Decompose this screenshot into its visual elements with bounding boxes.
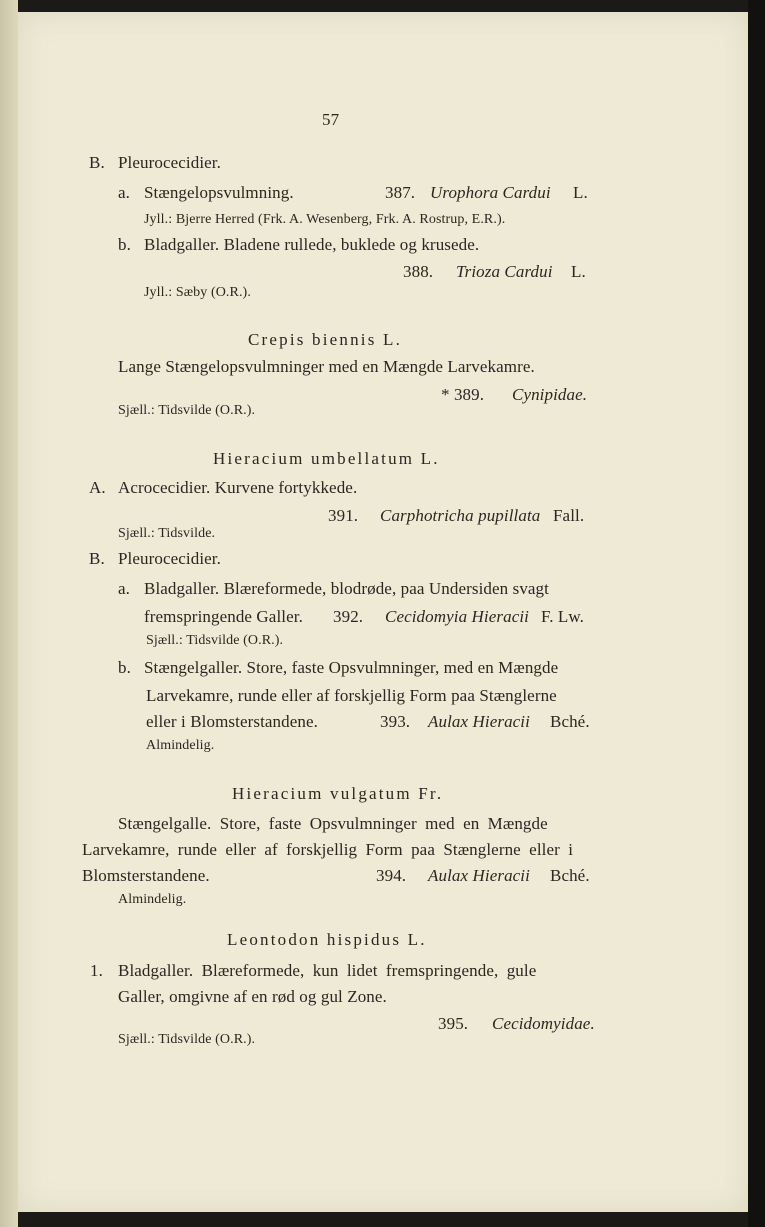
scan-border [748,0,765,1227]
section-letter: A. [89,478,106,497]
plant-title: Crepis biennis L. [248,330,403,349]
species-name: Trioza Cardui [456,262,553,281]
species-name: Carphotricha pupillata [380,506,541,525]
gall-description: Acrocecidier. Kurvene fortykkede. [118,478,358,497]
species-number: 391. [328,506,359,525]
species-number: 387. [385,183,416,202]
plant-title: Hieracium vulgatum Fr. [232,784,444,803]
species-number: 388. [403,262,434,281]
gall-description: Stængelgalle. Store, faste Opsvulmninger med en Mængde [118,814,548,833]
species-author: Fall. [553,506,585,525]
gall-description: Blomsterstandene. [82,866,210,885]
gall-description: Larvekamre, runde eller af forskjellig Form paa Stænglerne eller i [82,840,574,859]
item-number: 1. [90,961,103,980]
section-letter: B. [89,153,105,172]
species-author: Bché. [550,866,590,885]
species-number: 393. [380,712,411,731]
gall-description: Larvekamre, runde eller af forskjellig Form paa Stænglerne [146,686,557,705]
species-number: 394. [376,866,407,885]
locality: Sjæll.: Tidsvilde (O.R.). [118,1032,256,1047]
item-letter: b. [118,658,131,677]
gall-description: eller i Blomsterstandene. [146,712,318,731]
section-letter: B. [89,549,105,568]
section-heading: Pleurocecidier. [118,153,221,172]
locality: Jyll.: Bjerre Herred (Frk. A. Wesenberg, Frk. A. Rostrup, E.R.). [144,212,506,227]
species-name: Aulax Hieracii [428,712,530,731]
species-name: Aulax Hieracii [428,866,530,885]
gall-description: Galler, omgivne af en rød og gul Zone. [118,987,387,1006]
locality: Almindelig. [118,892,187,907]
gall-description: Lange Stængelopsvulmninger med en Mængde Larvekamre. [118,357,535,376]
species-name: Urophora Cardui [430,183,551,202]
item-letter: b. [118,235,131,254]
species-name: Cynipidae. [512,385,588,404]
species-number: 392. [333,607,364,626]
locality: Sjæll.: Tidsvilde (O.R.). [118,403,256,418]
previous-page-edge [0,0,18,1227]
page-number: 57 [322,110,340,129]
locality: Sjæll.: Tidsvilde. [118,526,216,541]
locality: Jyll.: Sæby (O.R.). [144,285,251,300]
item-text: Stængelopsvulmning. [144,183,294,202]
section-heading: Pleurocecidier. [118,549,221,568]
species-name: Cecidomyidae. [492,1014,595,1033]
gall-description: Bladgaller. Blæreformede, blodrøde, paa Undersiden svagt [144,579,549,598]
plant-title: Hieracium umbellatum L. [213,449,440,468]
species-author: Bché. [550,712,590,731]
species-author: L. [573,183,588,202]
species-author: L. [571,262,586,281]
item-text: Bladgaller. Bladene rullede, buklede og krusede. [144,235,480,254]
plant-title: Leontodon hispidus L. [227,930,427,949]
locality: Almindelig. [146,738,215,753]
gall-description: Bladgaller. Blæreformede, kun lidet fremspringende, gule [118,961,537,980]
item-letter: a. [118,183,130,202]
item-letter: a. [118,579,130,598]
gall-description: fremspringende Galler. [144,607,303,626]
gall-description: Stængelgaller. Store, faste Opsvulmninger, med en Mængde [144,658,559,677]
species-author: F. Lw. [541,607,585,626]
locality: Sjæll.: Tidsvilde (O.R.). [146,633,284,648]
species-number: * 389. [441,385,485,404]
species-number: 395. [438,1014,469,1033]
species-name: Cecidomyia Hieracii [385,607,530,626]
